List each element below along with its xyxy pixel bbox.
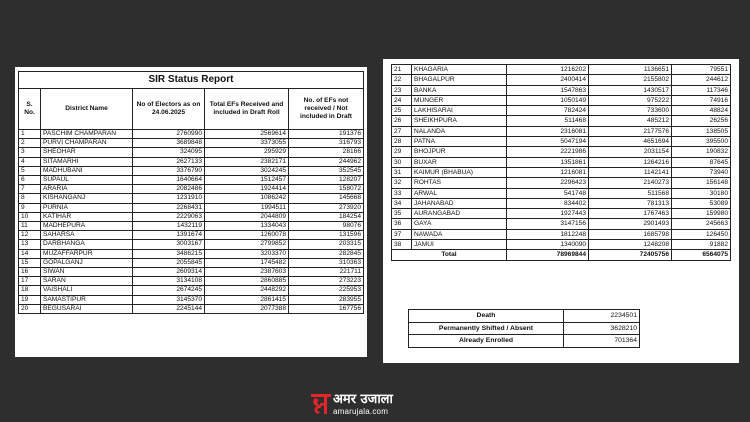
cell-not-received: 91882 (672, 240, 731, 250)
cell-sno: 28 (392, 137, 412, 147)
table-row (19, 139, 364, 148)
table-row (19, 176, 364, 185)
cell-sno: 10 (19, 212, 41, 221)
cell-district: MUZAFFARPUR (41, 249, 133, 258)
report-title: SIR Status Report (18, 71, 364, 88)
district-table-right (391, 64, 731, 261)
cell-sno: 15 (19, 258, 41, 267)
header-received: Total EFs Received and included in Draft Roll (205, 89, 289, 130)
cell-not-received: 138505 (672, 126, 731, 136)
cell-district: BANKA (412, 85, 507, 95)
cell-electors: 2245144 (133, 304, 205, 313)
cell-district: GOPALGANJ (41, 258, 133, 267)
cell-district: SARAN (41, 277, 133, 286)
cell-sno: 30 (392, 157, 412, 167)
cell-sno: 33 (392, 188, 412, 198)
table-row (392, 178, 731, 188)
cell-sno: 27 (392, 126, 412, 136)
cell-district: SUPAUL (41, 176, 133, 185)
cell-sno: 1 (19, 130, 41, 139)
summary-value: 2234501 (564, 310, 640, 323)
cell-received: 3203370 (205, 249, 289, 258)
cell-not-received: 203315 (289, 240, 364, 249)
cell-district: BEGUSARAI (41, 304, 133, 313)
summary-row-death (409, 310, 640, 323)
logo-mark-icon (311, 392, 331, 416)
table-row (392, 85, 731, 95)
logo-hindi-text: अमर उजाला (333, 391, 393, 407)
report-left-panel (15, 67, 367, 357)
logo-domain-text: amarujala.com (333, 406, 389, 416)
cell-electors: 5047194 (507, 137, 589, 147)
cell-electors: 3689848 (133, 139, 205, 148)
table-row (19, 157, 364, 166)
cell-electors: 1927443 (507, 209, 589, 219)
table-row (19, 166, 364, 175)
cell-district: PURVI CHAMPARAN (41, 139, 133, 148)
cell-received: 2031154 (589, 147, 672, 157)
cell-sno: 3 (19, 148, 41, 157)
cell-sno: 24 (392, 95, 412, 105)
total-row (392, 250, 731, 260)
cell-electors: 2609314 (133, 268, 205, 277)
cell-district: MADHUBANI (41, 166, 133, 175)
summary-value: 3628210 (564, 322, 640, 335)
cell-sno: 12 (19, 231, 41, 240)
cell-sno: 37 (392, 229, 412, 239)
cell-electors: 3376790 (133, 166, 205, 175)
summary-row-enrolled (409, 335, 640, 348)
cell-received: 733600 (589, 106, 672, 116)
table-row (392, 137, 731, 147)
cell-received: 2387603 (205, 268, 289, 277)
cell-received: 4651694 (589, 137, 672, 147)
cell-not-received: 244962 (289, 157, 364, 166)
cell-district: ARARIA (41, 185, 133, 194)
cell-received: 1260078 (205, 231, 289, 240)
header-electors: No of Electors as on 24.06.2025 (133, 89, 205, 130)
summary-table (408, 309, 640, 348)
cell-not-received: 145668 (289, 194, 364, 203)
cell-sno: 13 (19, 240, 41, 249)
cell-electors: 511468 (507, 116, 589, 126)
table-row (392, 219, 731, 229)
cell-district: BHAGALPUR (412, 75, 507, 85)
cell-received: 3024245 (205, 166, 289, 175)
cell-sno: 31 (392, 167, 412, 177)
table-row (392, 167, 731, 177)
table-row (19, 258, 364, 267)
table-row (19, 194, 364, 203)
cell-received: 485212 (589, 116, 672, 126)
cell-received: 2901493 (589, 219, 672, 229)
cell-electors: 324095 (133, 148, 205, 157)
cell-district: JAHANABAD (412, 198, 507, 208)
cell-district: ARWAL (412, 188, 507, 198)
cell-received: 1248208 (589, 240, 672, 250)
cell-received: 1512457 (205, 176, 289, 185)
table-row (392, 240, 731, 250)
cell-not-received: 184254 (289, 212, 364, 221)
total-received: 72405756 (589, 250, 672, 260)
cell-not-received: 128207 (289, 176, 364, 185)
cell-not-received: 316793 (289, 139, 364, 148)
cell-sno: 14 (19, 249, 41, 258)
cell-not-received: 352545 (289, 166, 364, 175)
cell-not-received: 79551 (672, 65, 731, 75)
cell-received: 2155802 (589, 75, 672, 85)
cell-received: 511568 (589, 188, 672, 198)
cell-sno: 9 (19, 203, 41, 212)
cell-electors: 2296423 (507, 178, 589, 188)
cell-district: KAIMUR (BHABUA) (412, 167, 507, 177)
cell-received: 2569614 (205, 130, 289, 139)
table-row (19, 203, 364, 212)
cell-district: BUXAR (412, 157, 507, 167)
cell-received: 2448292 (205, 286, 289, 295)
table-row (19, 240, 364, 249)
header-district: District Name (41, 89, 133, 130)
cell-electors: 2082486 (133, 185, 205, 194)
cell-district: PURNIA (41, 203, 133, 212)
cell-sno: 32 (392, 178, 412, 188)
cell-not-received: 53089 (672, 198, 731, 208)
table-header-row (19, 89, 364, 130)
cell-not-received: 225953 (289, 286, 364, 295)
cell-not-received: 244612 (672, 75, 731, 85)
table-row (392, 147, 731, 157)
cell-electors: 2760990 (133, 130, 205, 139)
cell-not-received: 98076 (289, 222, 364, 231)
cell-district: SITAMARHI (41, 157, 133, 166)
cell-sno: 23 (392, 85, 412, 95)
cell-received: 975222 (589, 95, 672, 105)
table-row (392, 126, 731, 136)
cell-district: GAYA (412, 219, 507, 229)
cell-not-received: 282845 (289, 249, 364, 258)
table-row (19, 286, 364, 295)
cell-not-received: 87645 (672, 157, 731, 167)
cell-sno: 17 (19, 277, 41, 286)
cell-received: 1767463 (589, 209, 672, 219)
cell-not-received: 73940 (672, 167, 731, 177)
cell-not-received: 273920 (289, 203, 364, 212)
table-row (19, 130, 364, 139)
cell-received: 2860885 (205, 277, 289, 286)
cell-electors: 3134108 (133, 277, 205, 286)
cell-received: 295929 (205, 148, 289, 157)
cell-sno: 29 (392, 147, 412, 157)
cell-received: 1430517 (589, 85, 672, 95)
summary-label: Already Enrolled (409, 335, 564, 348)
cell-district: SAHARSA (41, 231, 133, 240)
cell-not-received: 245663 (672, 219, 731, 229)
cell-sno: 38 (392, 240, 412, 250)
cell-sno: 25 (392, 106, 412, 116)
table-row (392, 116, 731, 126)
cell-not-received: 310363 (289, 258, 364, 267)
cell-not-received: 131596 (289, 231, 364, 240)
cell-electors: 1351861 (507, 157, 589, 167)
cell-not-received: 26256 (672, 116, 731, 126)
cell-received: 2799852 (205, 240, 289, 249)
cell-district: AURANGABAD (412, 209, 507, 219)
cell-not-received: 221711 (289, 268, 364, 277)
cell-electors: 2316081 (507, 126, 589, 136)
amarujala-logo (311, 391, 393, 417)
cell-electors: 2627133 (133, 157, 205, 166)
table-row (392, 209, 731, 219)
cell-district: JAMUI (412, 240, 507, 250)
cell-received: 1264216 (589, 157, 672, 167)
cell-received: 2077388 (205, 304, 289, 313)
table-row (19, 222, 364, 231)
summary-label: Permanently Shifted / Absent (409, 322, 564, 335)
cell-received: 1745482 (205, 258, 289, 267)
cell-not-received: 167756 (289, 304, 364, 313)
cell-received: 1334043 (205, 222, 289, 231)
header-not-received: No. of EFs not received / Not included in Draft (289, 89, 364, 130)
cell-not-received: 48824 (672, 106, 731, 116)
cell-sno: 35 (392, 209, 412, 219)
table-row (19, 268, 364, 277)
table-row (19, 185, 364, 194)
cell-electors: 2674245 (133, 286, 205, 295)
header-sno: S. No. (19, 89, 41, 130)
cell-received: 1136651 (589, 65, 672, 75)
table-row (19, 304, 364, 313)
cell-electors: 1216202 (507, 65, 589, 75)
cell-sno: 5 (19, 166, 41, 175)
cell-electors: 3003167 (133, 240, 205, 249)
cell-district: SHEOHAR (41, 148, 133, 157)
cell-district: ROHTAS (412, 178, 507, 188)
cell-electors: 1812248 (507, 229, 589, 239)
table-row (392, 106, 731, 116)
cell-received: 1924414 (205, 185, 289, 194)
cell-sno: 7 (19, 185, 41, 194)
cell-not-received: 273223 (289, 277, 364, 286)
table-row (392, 75, 731, 85)
cell-not-received: 117346 (672, 85, 731, 95)
cell-district: SIWAN (41, 268, 133, 277)
cell-electors: 2055845 (133, 258, 205, 267)
cell-received: 781313 (589, 198, 672, 208)
table-row (392, 95, 731, 105)
cell-district: KATIHAR (41, 212, 133, 221)
cell-sno: 11 (19, 222, 41, 231)
cell-electors: 541748 (507, 188, 589, 198)
cell-sno: 19 (19, 295, 41, 304)
cell-district: SAMASTIPUR (41, 295, 133, 304)
cell-electors: 2221986 (507, 147, 589, 157)
table-row (392, 198, 731, 208)
cell-sno: 6 (19, 176, 41, 185)
cell-sno: 22 (392, 75, 412, 85)
cell-sno: 36 (392, 219, 412, 229)
cell-electors: 2229063 (133, 212, 205, 221)
table-row (19, 231, 364, 240)
cell-district: PASCHIM CHAMPARAN (41, 130, 133, 139)
table-body-left (19, 130, 364, 314)
cell-sno: 16 (19, 268, 41, 277)
cell-received: 1685798 (589, 229, 672, 239)
cell-district: MADHEPURA (41, 222, 133, 231)
cell-electors: 1216081 (507, 167, 589, 177)
cell-received: 2861415 (205, 295, 289, 304)
cell-received: 2382171 (205, 157, 289, 166)
cell-sno: 2 (19, 139, 41, 148)
cell-electors: 2400414 (507, 75, 589, 85)
cell-district: DARBHANGA (41, 240, 133, 249)
cell-received: 3373055 (205, 139, 289, 148)
table-row (392, 229, 731, 239)
table-row (392, 188, 731, 198)
cell-sno: 8 (19, 194, 41, 203)
cell-sno: 20 (19, 304, 41, 313)
cell-electors: 1231910 (133, 194, 205, 203)
cell-received: 2177576 (589, 126, 672, 136)
cell-not-received: 126450 (672, 229, 731, 239)
cell-not-received: 74916 (672, 95, 731, 105)
cell-electors: 2268431 (133, 203, 205, 212)
cell-electors: 1340090 (507, 240, 589, 250)
summary-row-shifted (409, 322, 640, 335)
cell-district: KHAGARIA (412, 65, 507, 75)
cell-electors: 1547863 (507, 85, 589, 95)
summary-label: Death (409, 310, 564, 323)
cell-not-received: 158072 (289, 185, 364, 194)
cell-district: SHEIKHPURA (412, 116, 507, 126)
cell-district: NALANDA (412, 126, 507, 136)
cell-not-received: 190832 (672, 147, 731, 157)
report-right-panel (383, 59, 739, 363)
table-body-right (392, 65, 731, 250)
cell-sno: 21 (392, 65, 412, 75)
cell-electors: 1432119 (133, 222, 205, 231)
cell-received: 2044809 (205, 212, 289, 221)
total-electors: 78969844 (507, 250, 589, 260)
table-row (19, 277, 364, 286)
cell-received: 1086242 (205, 194, 289, 203)
cell-not-received: 283955 (289, 295, 364, 304)
cell-electors: 834402 (507, 198, 589, 208)
table-row (392, 65, 731, 75)
cell-district: NAWADA (412, 229, 507, 239)
cell-district: PATNA (412, 137, 507, 147)
total-not-received: 6564075 (672, 250, 731, 260)
cell-district: KISHANGANJ (41, 194, 133, 203)
cell-district: BHOJPUR (412, 147, 507, 157)
district-table-left (18, 88, 364, 314)
table-row (19, 295, 364, 304)
table-row (19, 212, 364, 221)
cell-not-received: 159980 (672, 209, 731, 219)
cell-sno: 34 (392, 198, 412, 208)
cell-not-received: 156148 (672, 178, 731, 188)
table-row (392, 157, 731, 167)
cell-electors: 1391674 (133, 231, 205, 240)
total-label: Total (392, 250, 507, 260)
cell-received: 1142141 (589, 167, 672, 177)
cell-not-received: 30180 (672, 188, 731, 198)
cell-received: 2140273 (589, 178, 672, 188)
cell-district: LAKHISARAI (412, 106, 507, 116)
cell-electors: 1050149 (507, 95, 589, 105)
cell-electors: 1640664 (133, 176, 205, 185)
cell-district: MUNGER (412, 95, 507, 105)
cell-electors: 3145370 (133, 295, 205, 304)
table-row (19, 249, 364, 258)
summary-value: 701364 (564, 335, 640, 348)
cell-sno: 18 (19, 286, 41, 295)
cell-district: VAISHALI (41, 286, 133, 295)
cell-sno: 4 (19, 157, 41, 166)
cell-electors: 782424 (507, 106, 589, 116)
cell-received: 1994511 (205, 203, 289, 212)
cell-not-received: 395500 (672, 137, 731, 147)
cell-electors: 3486215 (133, 249, 205, 258)
cell-electors: 3147156 (507, 219, 589, 229)
cell-sno: 26 (392, 116, 412, 126)
cell-not-received: 28166 (289, 148, 364, 157)
table-row (19, 148, 364, 157)
cell-not-received: 191376 (289, 130, 364, 139)
